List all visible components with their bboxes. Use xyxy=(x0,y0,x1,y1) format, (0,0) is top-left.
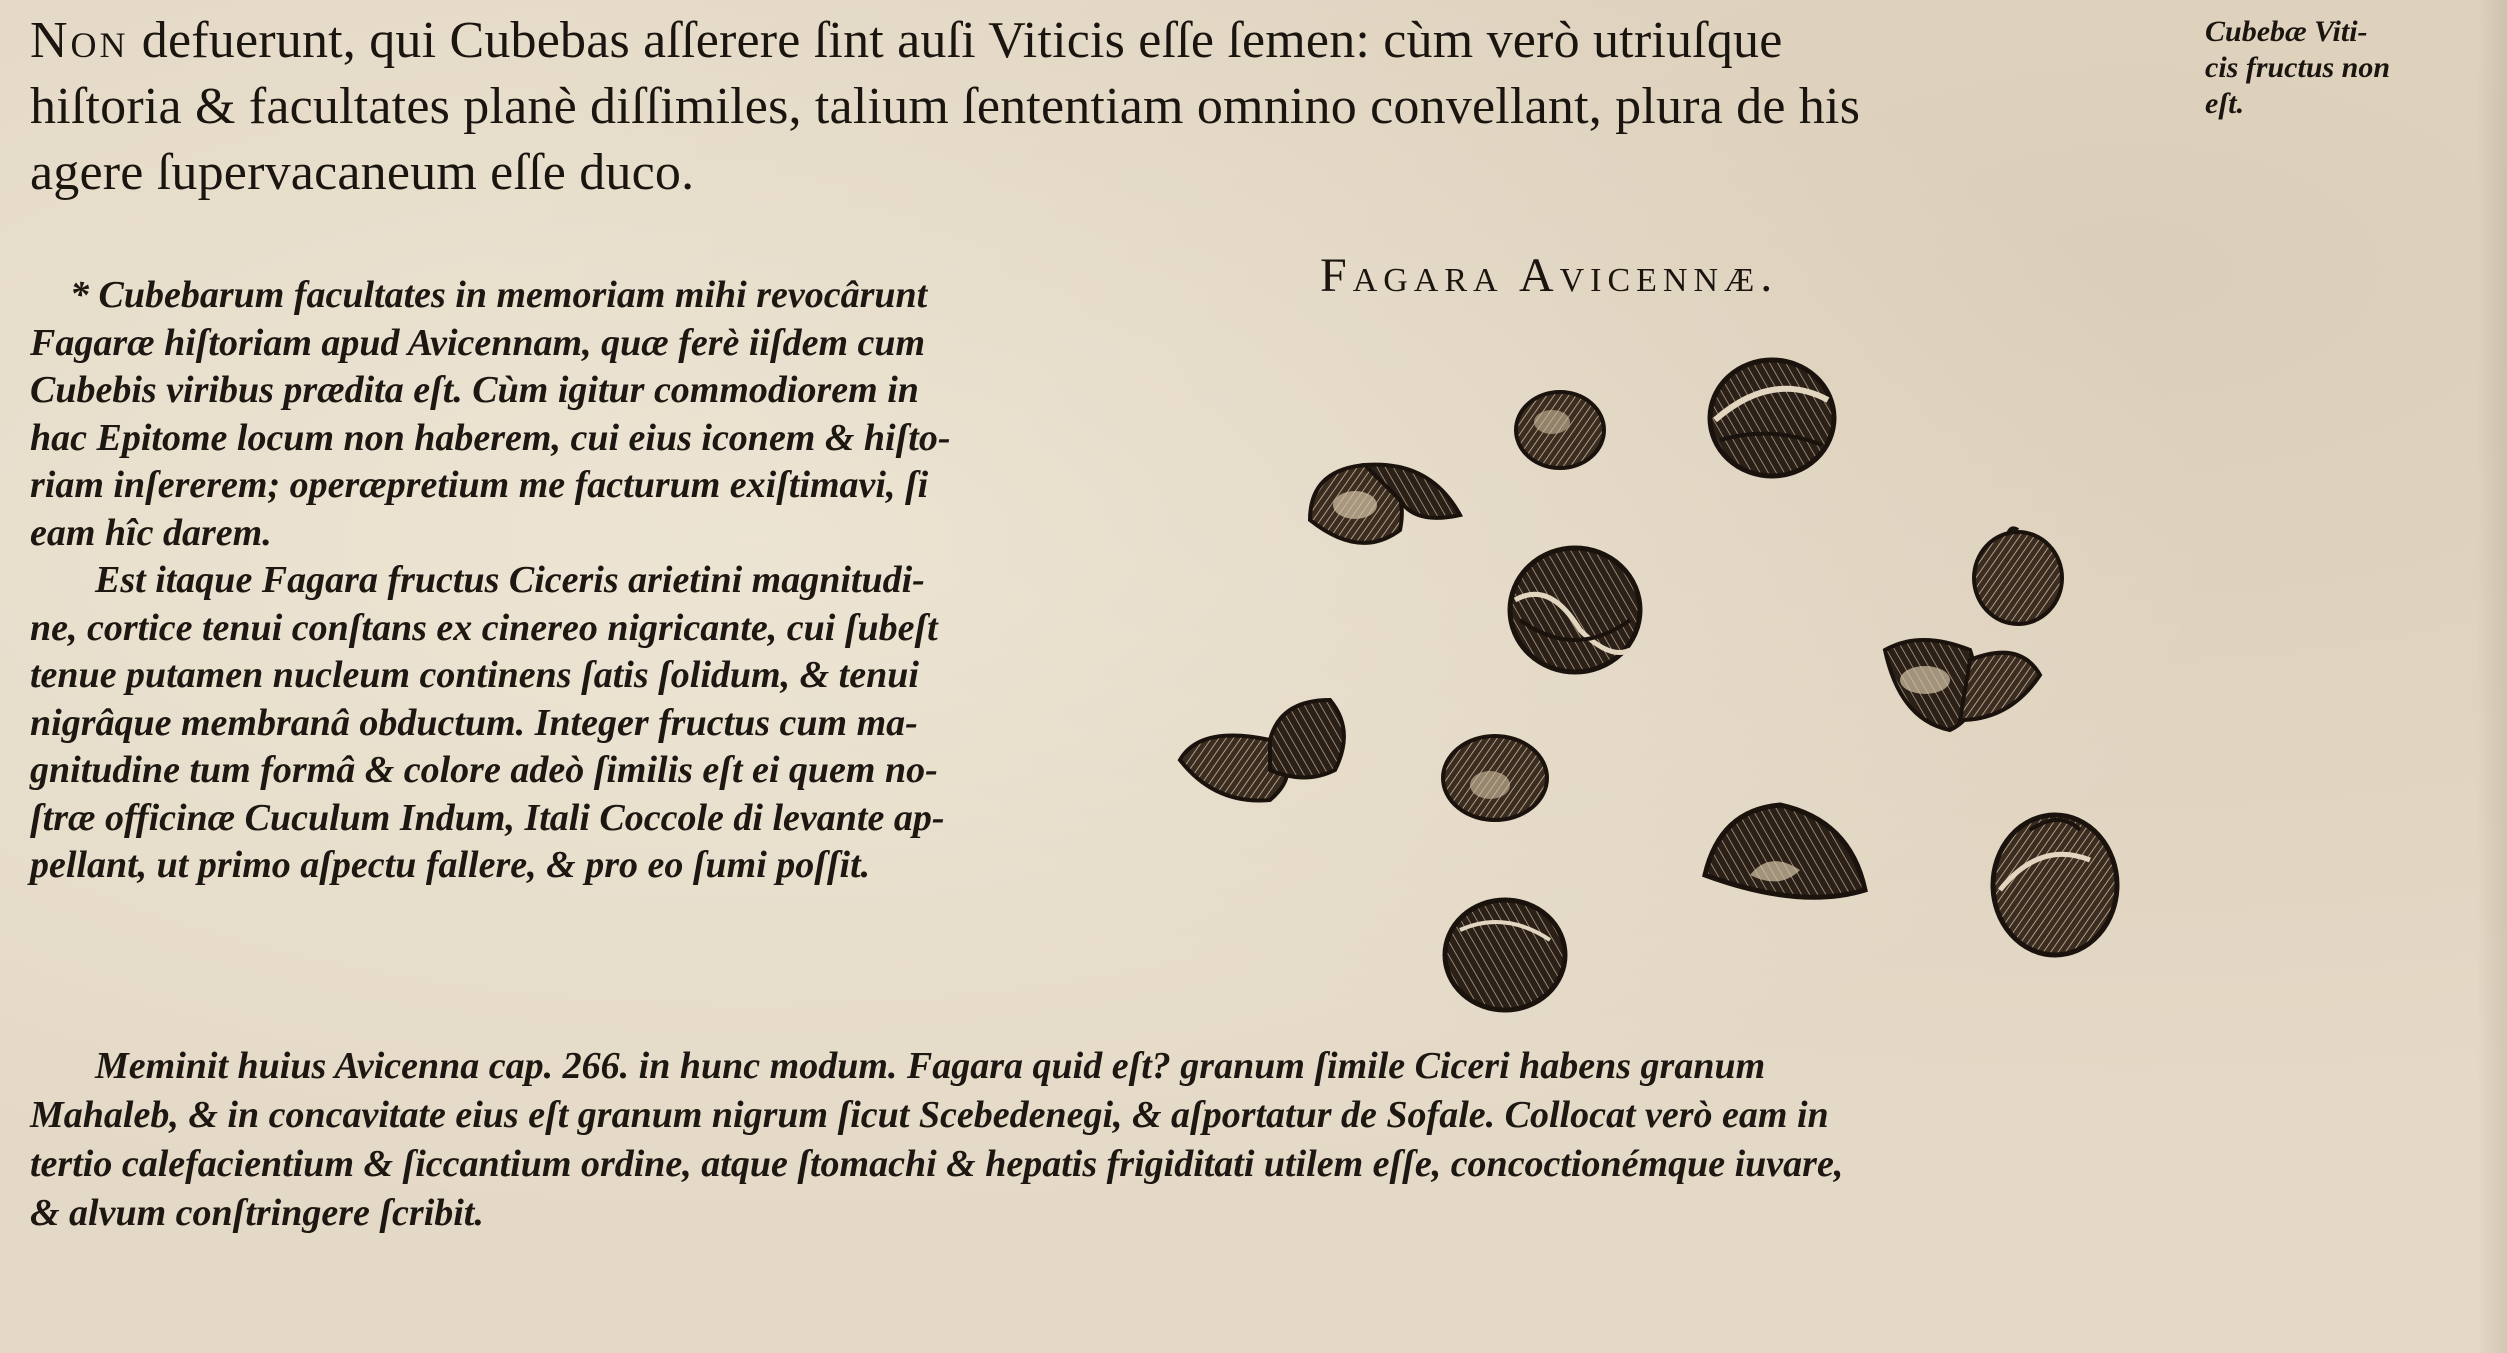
text-line: * Cubebarum facultates in memoriam mihi revocârunt xyxy=(70,274,928,316)
text-line: Cubebis viribus prædita eſt. Cùm igitur commodiorem in xyxy=(30,369,919,411)
bottom-paragraph xyxy=(30,1042,2210,1238)
initial-word: Non xyxy=(30,12,129,69)
seed-round-icon xyxy=(1445,900,1565,1010)
seed-halves-icon xyxy=(1885,640,2040,730)
text-line: nigrâque membranâ obductum. Integer fructus cum ma- xyxy=(30,701,918,744)
text-line: tenue putamen nucleum continens ſatis ſolidum, & tenui xyxy=(30,654,919,696)
seed-split-icon xyxy=(1705,805,1865,897)
seed-halves-icon xyxy=(1180,700,1344,801)
main-line: agere ſupervacaneum eſſe duco. xyxy=(30,144,695,201)
text-line: tertio calefacientium & ſiccantium ordine, atque ſtomachi & hepatis frigiditati utilem eſſe, concoctionémque iuvare, xyxy=(30,1143,1844,1185)
page-edge-shadow xyxy=(2477,0,2507,1353)
left-column-text xyxy=(30,272,1070,890)
figure-title: Fagara Avicennæ. xyxy=(1320,249,1779,302)
text-line: ſtræ officinæ Cuculum Indum, Itali Coccole di levante ap- xyxy=(30,796,945,839)
text-line: ne, cortice tenui conſtans ex cinereo nigricante, cui ſubeſt xyxy=(30,606,938,649)
main-paragraph xyxy=(30,8,2180,206)
main-line: hiſtoria & facultates planè diſſimiles, talium ſententiam omnino convellant, plura de his xyxy=(30,78,1861,135)
seed-round-icon xyxy=(1516,392,1604,468)
margin-line: cis fructus non xyxy=(2205,51,2391,84)
seed-round-icon xyxy=(1974,528,2062,624)
text-line: pellant, ut primo aſpectu fallere, & pro eo ſumi poſſit. xyxy=(30,844,871,886)
text-line: hac Epitome locum non haberem, cui eius iconem & hiſto- xyxy=(30,416,951,459)
text-line: gnitudine tum formâ & colore adeò ſimilis eſt ei quem no- xyxy=(30,749,938,791)
text-line: Est itaque Fagara fructus Ciceris arietini magnitudi- xyxy=(95,559,925,601)
seed-split-icon xyxy=(1710,360,1834,476)
text-line: Meminit huius Avicenna cap. 266. in hunc modum. Fagara quid eſt? granum ſimile Ciceri habens granum xyxy=(95,1045,1766,1087)
seed-halves-icon xyxy=(1310,465,1460,543)
marginal-note xyxy=(2205,14,2475,122)
seed-split-icon xyxy=(1993,815,2117,955)
margin-line: eſt. xyxy=(2205,87,2245,120)
woodcut-illustration xyxy=(1160,330,2180,1050)
text-line: & alvum conſtringere ſcribit. xyxy=(30,1192,484,1234)
seed-split-icon xyxy=(1510,548,1640,672)
text-line: eam hîc darem. xyxy=(30,511,272,554)
main-line: Non defuerunt, qui Cubebas aſſerere ſint auſi Viticis eſſe ſemen: cùm verò utriuſque xyxy=(30,12,1783,69)
margin-line: Cubebæ Viti- xyxy=(2205,15,2368,48)
text-line: Mahaleb, & in concavitate eius eſt granum nigrum ſicut Scebedenegi, & aſportatur de Sofale. Collocat verò eam in xyxy=(30,1094,1829,1136)
text-line: riam inſererem; operæpretium me facturum exiſtimavi, ſi xyxy=(30,464,929,506)
seed-round-icon xyxy=(1443,736,1547,820)
fagara-seeds-drawing xyxy=(1160,330,2180,1050)
text-line: Fagaræ hiſtoriam apud Avicennam, quæ ferè iiſdem cum xyxy=(30,321,926,364)
